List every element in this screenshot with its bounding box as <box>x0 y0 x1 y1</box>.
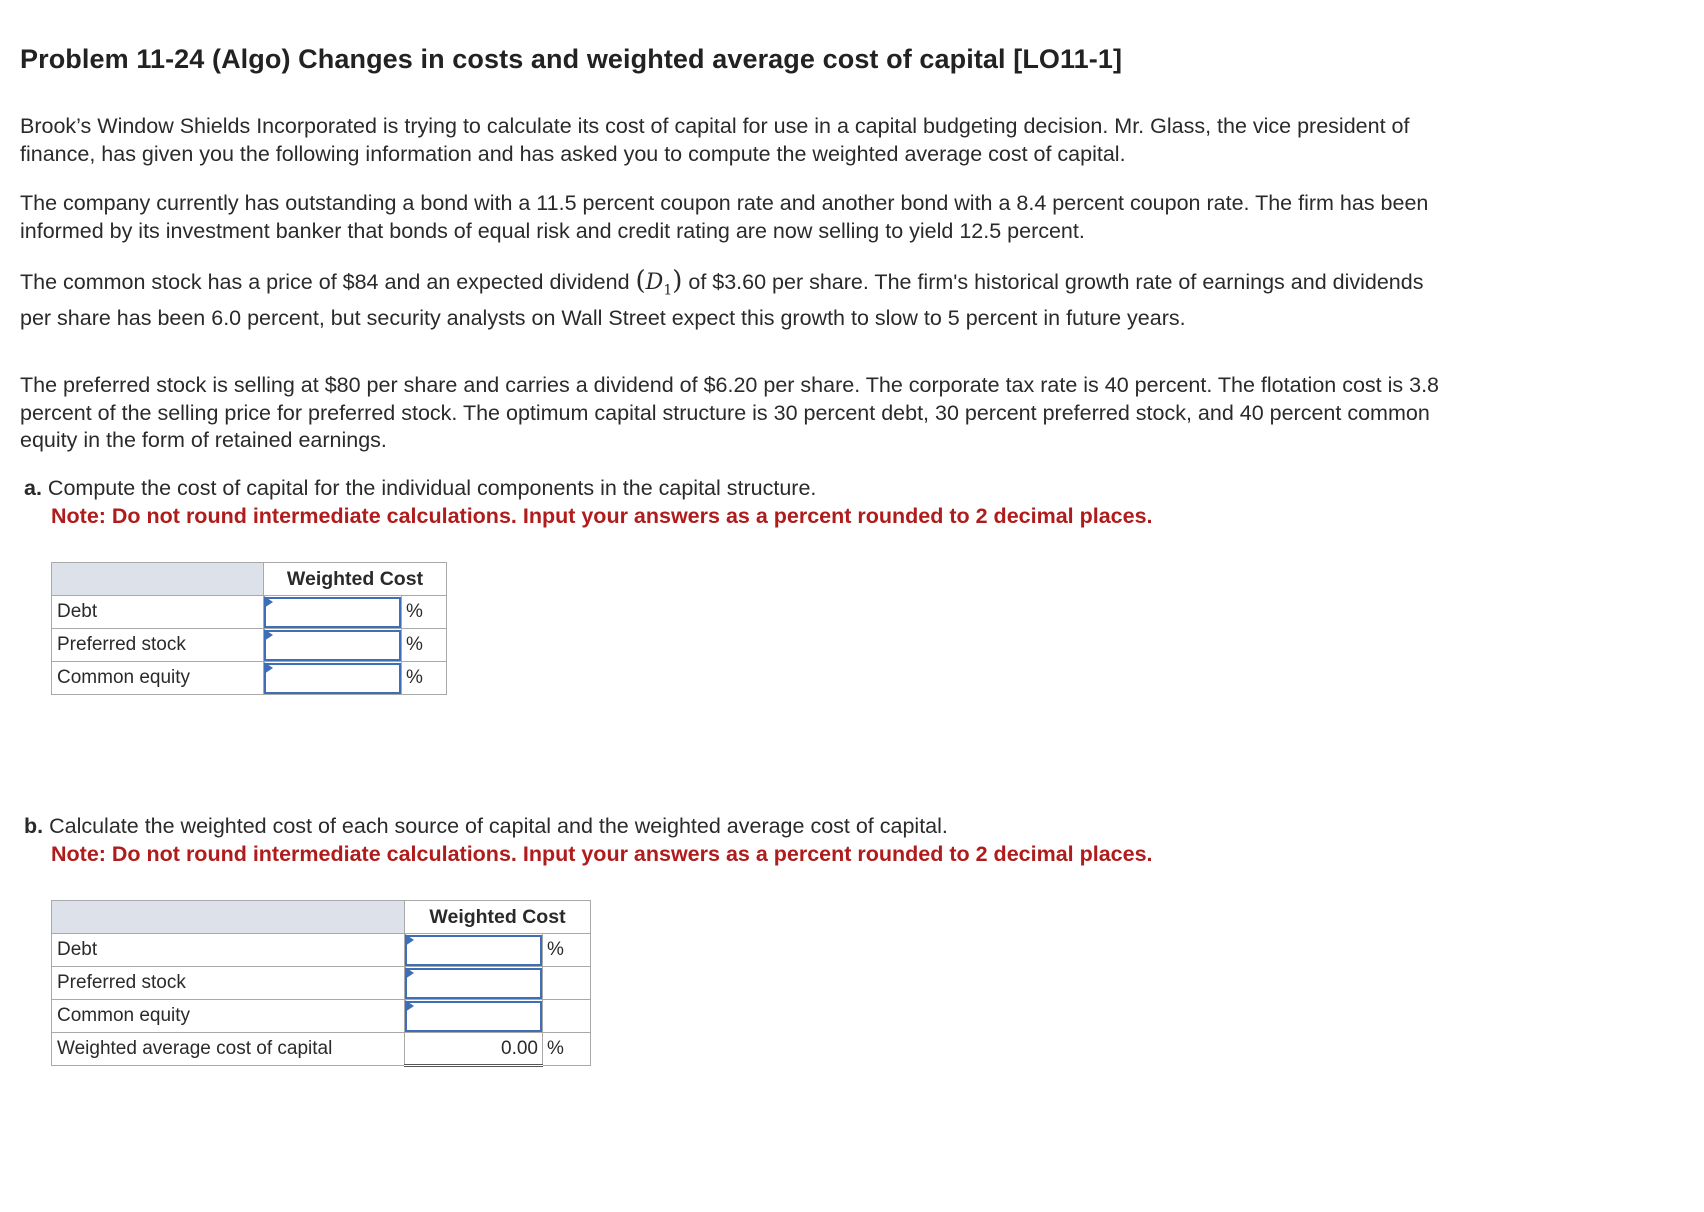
percent-sign: % <box>402 596 447 629</box>
formula-subscript: 1 <box>663 282 673 299</box>
table-row <box>52 629 447 662</box>
part-a-common-cell <box>264 662 402 695</box>
wacc-total-value: 0.00 <box>405 1033 543 1066</box>
intro-paragraph: Brook’s Window Shields Incorporated is trying to calculate its cost of capital for use in a capital budgeting decision. Mr. Glass, the vice president of finance, has given you the following information and has asked you to compute the weighted average cost of capital. <box>20 114 1410 166</box>
table-row <box>52 596 447 629</box>
table-row <box>52 967 591 1000</box>
part-b-label-common-equity: Common equity <box>52 1000 405 1033</box>
part-b-preferred-stock-input[interactable] <box>405 968 542 999</box>
part-a-preferred-stock-input[interactable] <box>264 630 401 661</box>
part-b-header-blank <box>52 901 405 934</box>
part-b-label-preferred-stock: Preferred stock <box>52 967 405 1000</box>
part-a-debt-cell <box>264 596 402 629</box>
percent-cell-empty <box>543 967 591 1000</box>
common-stock-text-2: of $3.60 per share. The firm's historical growth rate of earnings and dividends per share has been 6.0 percent, but security analysts on Wall Street expect this growth to slow to 5 percent in future years. <box>20 270 1424 330</box>
part-a-question <box>24 475 1424 530</box>
part-b-note: Note: Do not round intermediate calculations. Input your answers as a percent rounded to 2 decimal places. <box>51 841 1153 866</box>
bond-paragraph: The company currently has outstanding a bond with a 11.5 percent coupon rate and another bond with a 8.4 percent coupon rate. The firm has been informed by its investment banker that bonds of equal risk and credit rating are now selling to yield 12.5 percent. <box>20 191 1429 243</box>
part-a-preferred-cell <box>264 629 402 662</box>
percent-cell-empty <box>543 1000 591 1033</box>
part-b-label-wacc: Weighted average cost of capital <box>52 1033 405 1066</box>
part-b-letter: b. <box>24 814 44 838</box>
part-a-header-weighted-cost: Weighted Cost <box>264 563 447 596</box>
part-a-label-common-equity: Common equity <box>52 662 264 695</box>
part-a-debt-input[interactable] <box>264 597 401 628</box>
part-b-text: Calculate the weighted cost of each source of capital and the weighted average cost of capital. <box>49 814 948 838</box>
part-a-note: Note: Do not round intermediate calculations. Input your answers as a percent rounded to 2 decimal places. <box>51 503 1153 528</box>
part-a-header-blank <box>52 563 264 596</box>
preferred-stock-paragraph: The preferred stock is selling at $80 per share and carries a dividend of $6.20 per share. The corporate tax rate is 40 percent. The flotation cost is 3.8 percent of the selling price for preferred stock. The optimum capital structure is 30 percent debt, 30 percent preferred stock, and 40 percent common equity in the form of retained earnings. <box>20 373 1439 452</box>
dividend-d1-formula: $(D_1)$ <box>635 266 683 299</box>
page-title: Problem 11-24 (Algo) Changes in costs and weighted average cost of capital [LO11-1] <box>20 44 1123 74</box>
common-stock-text-1: The common stock has a price of $84 and an expected dividend <box>20 270 636 294</box>
part-a-table <box>51 562 447 695</box>
part-b-debt-input[interactable] <box>405 935 542 966</box>
part-b-common-equity-input[interactable] <box>405 1001 542 1032</box>
table-row <box>52 662 447 695</box>
part-a-label-preferred-stock: Preferred stock <box>52 629 264 662</box>
part-b-common-cell <box>405 1000 543 1033</box>
common-stock-paragraph <box>20 268 1460 332</box>
part-a-label-debt: Debt <box>52 596 264 629</box>
percent-sign: % <box>543 1033 591 1066</box>
part-b-preferred-cell <box>405 967 543 1000</box>
part-a-letter: a. <box>24 476 42 500</box>
part-a-common-equity-input[interactable] <box>264 663 401 694</box>
part-b-header-weighted-cost: Weighted Cost <box>405 901 591 934</box>
formula-variable: D <box>645 270 664 295</box>
part-b-debt-cell <box>405 934 543 967</box>
part-b-label-debt: Debt <box>52 934 405 967</box>
table-row <box>52 1033 591 1066</box>
table-row <box>52 1000 591 1033</box>
part-b-table <box>51 900 591 1067</box>
part-a-text: Compute the cost of capital for the individual components in the capital structure. <box>47 476 817 500</box>
part-b-question <box>24 813 1424 868</box>
percent-sign: % <box>402 662 447 695</box>
percent-sign: % <box>543 934 591 967</box>
table-row <box>52 934 591 967</box>
percent-sign: % <box>402 629 447 662</box>
